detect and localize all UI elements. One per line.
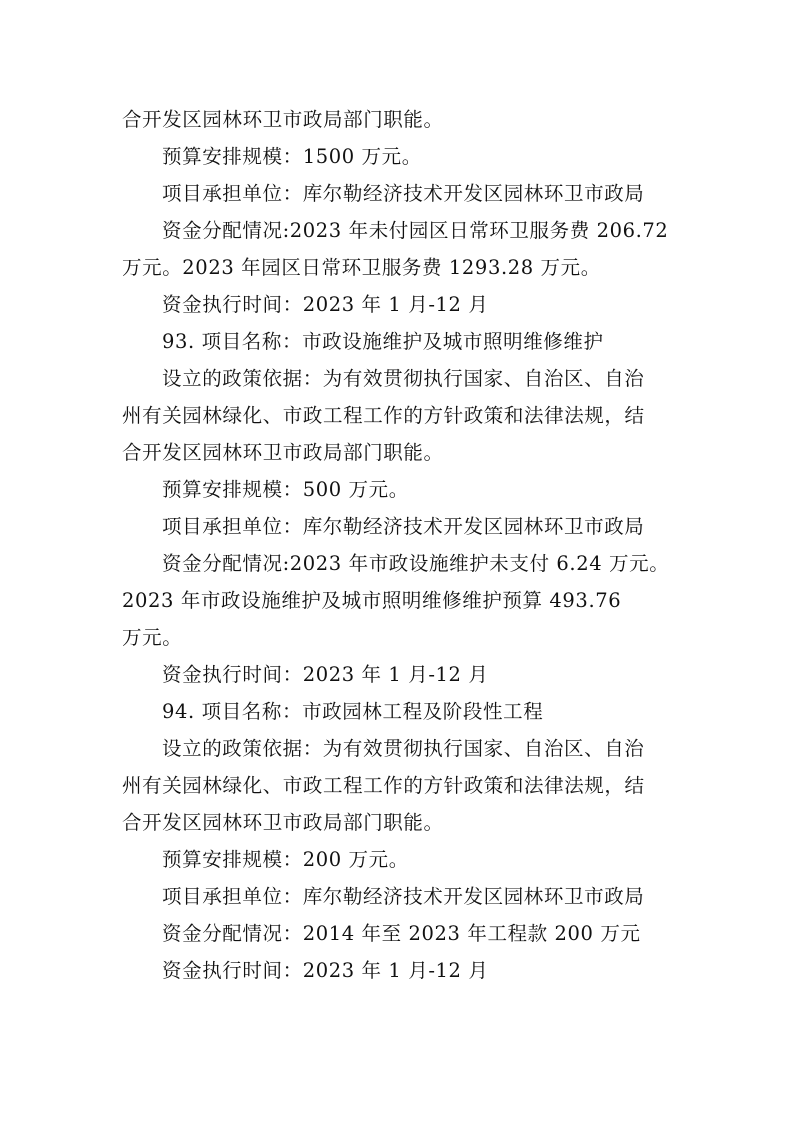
policy-basis-line-continued: 州有关园林绿化、市政工程工作的方针政策和法律法规，结 (122, 404, 645, 427)
execution-time-line: 资金执行时间：2023 年 1 月-12 月 (162, 293, 489, 316)
policy-basis-line-continued: 州有关园林绿化、市政工程工作的方针政策和法律法规，结 (122, 774, 645, 797)
fund-allocation-line-continued: 2023 年市政设施维护及城市照明维修维护预算 493.76 (122, 589, 622, 612)
budget-scale-line: 预算安排规模：200 万元。 (162, 848, 409, 871)
budget-scale-line: 预算安排规模：500 万元。 (162, 478, 409, 501)
undertaking-unit-line: 项目承担单位：库尔勒经济技术开发区园林环卫市政局 (162, 515, 645, 538)
fund-allocation-line: 资金分配情况:2023 年未付园区日常环卫服务费 206.72 (162, 219, 669, 242)
text-line-continuation: 合开发区园林环卫市政局部门职能。 (122, 108, 444, 131)
budget-scale-line: 预算安排规模：1500 万元。 (162, 145, 422, 168)
project-94-title: 94. 项目名称：市政园林工程及阶段性工程 (162, 700, 544, 723)
fund-allocation-line: 资金分配情况：2014 年至 2023 年工程款 200 万元 (162, 922, 641, 945)
execution-time-line: 资金执行时间：2023 年 1 月-12 月 (162, 663, 489, 686)
undertaking-unit-line: 项目承担单位：库尔勒经济技术开发区园林环卫市政局 (162, 885, 645, 908)
project-93-title: 93. 项目名称：市政设施维护及城市照明维修维护 (162, 330, 604, 353)
policy-basis-line-end: 合开发区园林环卫市政局部门职能。 (122, 811, 444, 834)
fund-allocation-line: 资金分配情况:2023 年市政设施维护未支付 6.24 万元。 (162, 552, 670, 575)
policy-basis-line: 设立的政策依据：为有效贯彻执行国家、自治区、自治 (162, 737, 645, 760)
policy-basis-line: 设立的政策依据：为有效贯彻执行国家、自治区、自治 (162, 367, 645, 390)
execution-time-line: 资金执行时间：2023 年 1 月-12 月 (162, 959, 489, 982)
fund-allocation-line-continued: 万元。2023 年园区日常环卫服务费 1293.28 万元。 (122, 256, 601, 279)
undertaking-unit-line: 项目承担单位：库尔勒经济技术开发区园林环卫市政局 (162, 182, 645, 205)
policy-basis-line-end: 合开发区园林环卫市政局部门职能。 (122, 441, 444, 464)
fund-allocation-line-end: 万元。 (122, 626, 183, 649)
